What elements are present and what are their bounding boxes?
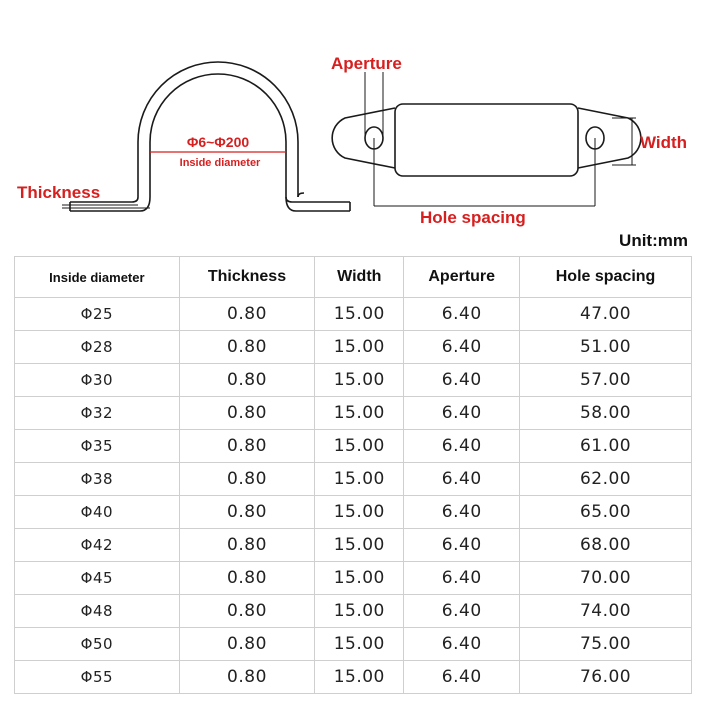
cell-thickness: 0.80	[179, 463, 314, 496]
table-row	[15, 331, 692, 364]
cell-aperture: 6.40	[404, 430, 520, 463]
cell-width: 15.00	[315, 496, 404, 529]
table-row	[15, 562, 692, 595]
cell-hole-spacing: 65.00	[520, 496, 692, 529]
cell-inside-diameter: Φ30	[15, 364, 180, 397]
cell-width: 15.00	[315, 661, 404, 694]
table-row	[15, 397, 692, 430]
header-aperture: Aperture	[404, 257, 520, 298]
cell-thickness: 0.80	[179, 298, 314, 331]
cell-hole-spacing: 47.00	[520, 298, 692, 331]
cell-width: 15.00	[315, 463, 404, 496]
cell-aperture: 6.40	[404, 595, 520, 628]
width-dimension	[612, 118, 636, 165]
cell-aperture: 6.40	[404, 331, 520, 364]
aperture-label: Aperture	[331, 54, 402, 73]
table-header-row	[15, 257, 692, 298]
cell-hole-spacing: 62.00	[520, 463, 692, 496]
header-width: Width	[315, 257, 404, 298]
spec-table	[14, 256, 692, 694]
clamp-diagram	[0, 0, 704, 232]
cell-thickness: 0.80	[179, 529, 314, 562]
table-row	[15, 364, 692, 397]
cell-thickness: 0.80	[179, 496, 314, 529]
cell-width: 15.00	[315, 628, 404, 661]
cell-hole-spacing: 58.00	[520, 397, 692, 430]
hole-spacing-label: Hole spacing	[420, 208, 526, 227]
header-thickness: Thickness	[179, 257, 314, 298]
cell-width: 15.00	[315, 595, 404, 628]
table-row	[15, 595, 692, 628]
cell-inside-diameter: Φ55	[15, 661, 180, 694]
inside-diameter-label: Inside diameter	[179, 157, 261, 169]
cell-thickness: 0.80	[179, 595, 314, 628]
table-row	[15, 628, 692, 661]
cell-aperture: 6.40	[404, 628, 520, 661]
table-row	[15, 496, 692, 529]
cell-thickness: 0.80	[179, 562, 314, 595]
cell-aperture: 6.40	[404, 496, 520, 529]
cell-thickness: 0.80	[179, 364, 314, 397]
cell-width: 15.00	[315, 331, 404, 364]
table-row	[15, 298, 692, 331]
cell-inside-diameter: Φ38	[15, 463, 180, 496]
cell-hole-spacing: 74.00	[520, 595, 692, 628]
cell-aperture: 6.40	[404, 529, 520, 562]
cell-thickness: 0.80	[179, 628, 314, 661]
cell-aperture: 6.40	[404, 661, 520, 694]
cell-width: 15.00	[315, 364, 404, 397]
cell-hole-spacing: 76.00	[520, 661, 692, 694]
diameter-range-label: Φ6~Φ200	[186, 134, 250, 150]
header-inside-diameter: Inside diameter	[15, 257, 180, 298]
cell-width: 15.00	[315, 397, 404, 430]
table-row	[15, 529, 692, 562]
cell-aperture: 6.40	[404, 463, 520, 496]
cell-inside-diameter: Φ28	[15, 331, 180, 364]
cell-aperture: 6.40	[404, 562, 520, 595]
cell-thickness: 0.80	[179, 430, 314, 463]
cell-hole-spacing: 61.00	[520, 430, 692, 463]
cell-hole-spacing: 68.00	[520, 529, 692, 562]
cell-inside-diameter: Φ45	[15, 562, 180, 595]
table-row	[15, 463, 692, 496]
width-label: Width	[640, 133, 688, 152]
cell-width: 15.00	[315, 430, 404, 463]
cell-thickness: 0.80	[179, 331, 314, 364]
cell-inside-diameter: Φ35	[15, 430, 180, 463]
cell-aperture: 6.40	[404, 364, 520, 397]
header-hole-spacing: Hole spacing	[520, 257, 692, 298]
cell-inside-diameter: Φ25	[15, 298, 180, 331]
cell-thickness: 0.80	[179, 397, 314, 430]
cell-thickness: 0.80	[179, 661, 314, 694]
cell-inside-diameter: Φ42	[15, 529, 180, 562]
cell-hole-spacing: 57.00	[520, 364, 692, 397]
cell-hole-spacing: 75.00	[520, 628, 692, 661]
cell-aperture: 6.40	[404, 397, 520, 430]
aperture-dimension	[365, 72, 383, 138]
cell-width: 15.00	[315, 562, 404, 595]
table-row	[15, 661, 692, 694]
cell-inside-diameter: Φ40	[15, 496, 180, 529]
cell-width: 15.00	[315, 529, 404, 562]
thickness-label: Thickness	[17, 183, 101, 202]
cell-hole-spacing: 70.00	[520, 562, 692, 595]
unit-label: Unit:mm	[619, 231, 688, 250]
cell-hole-spacing: 51.00	[520, 331, 692, 364]
cell-inside-diameter: Φ32	[15, 397, 180, 430]
table-row	[15, 430, 692, 463]
cell-width: 15.00	[315, 298, 404, 331]
cell-inside-diameter: Φ48	[15, 595, 180, 628]
cell-aperture: 6.40	[404, 298, 520, 331]
hole-spacing-dimension	[374, 138, 595, 206]
cell-inside-diameter: Φ50	[15, 628, 180, 661]
